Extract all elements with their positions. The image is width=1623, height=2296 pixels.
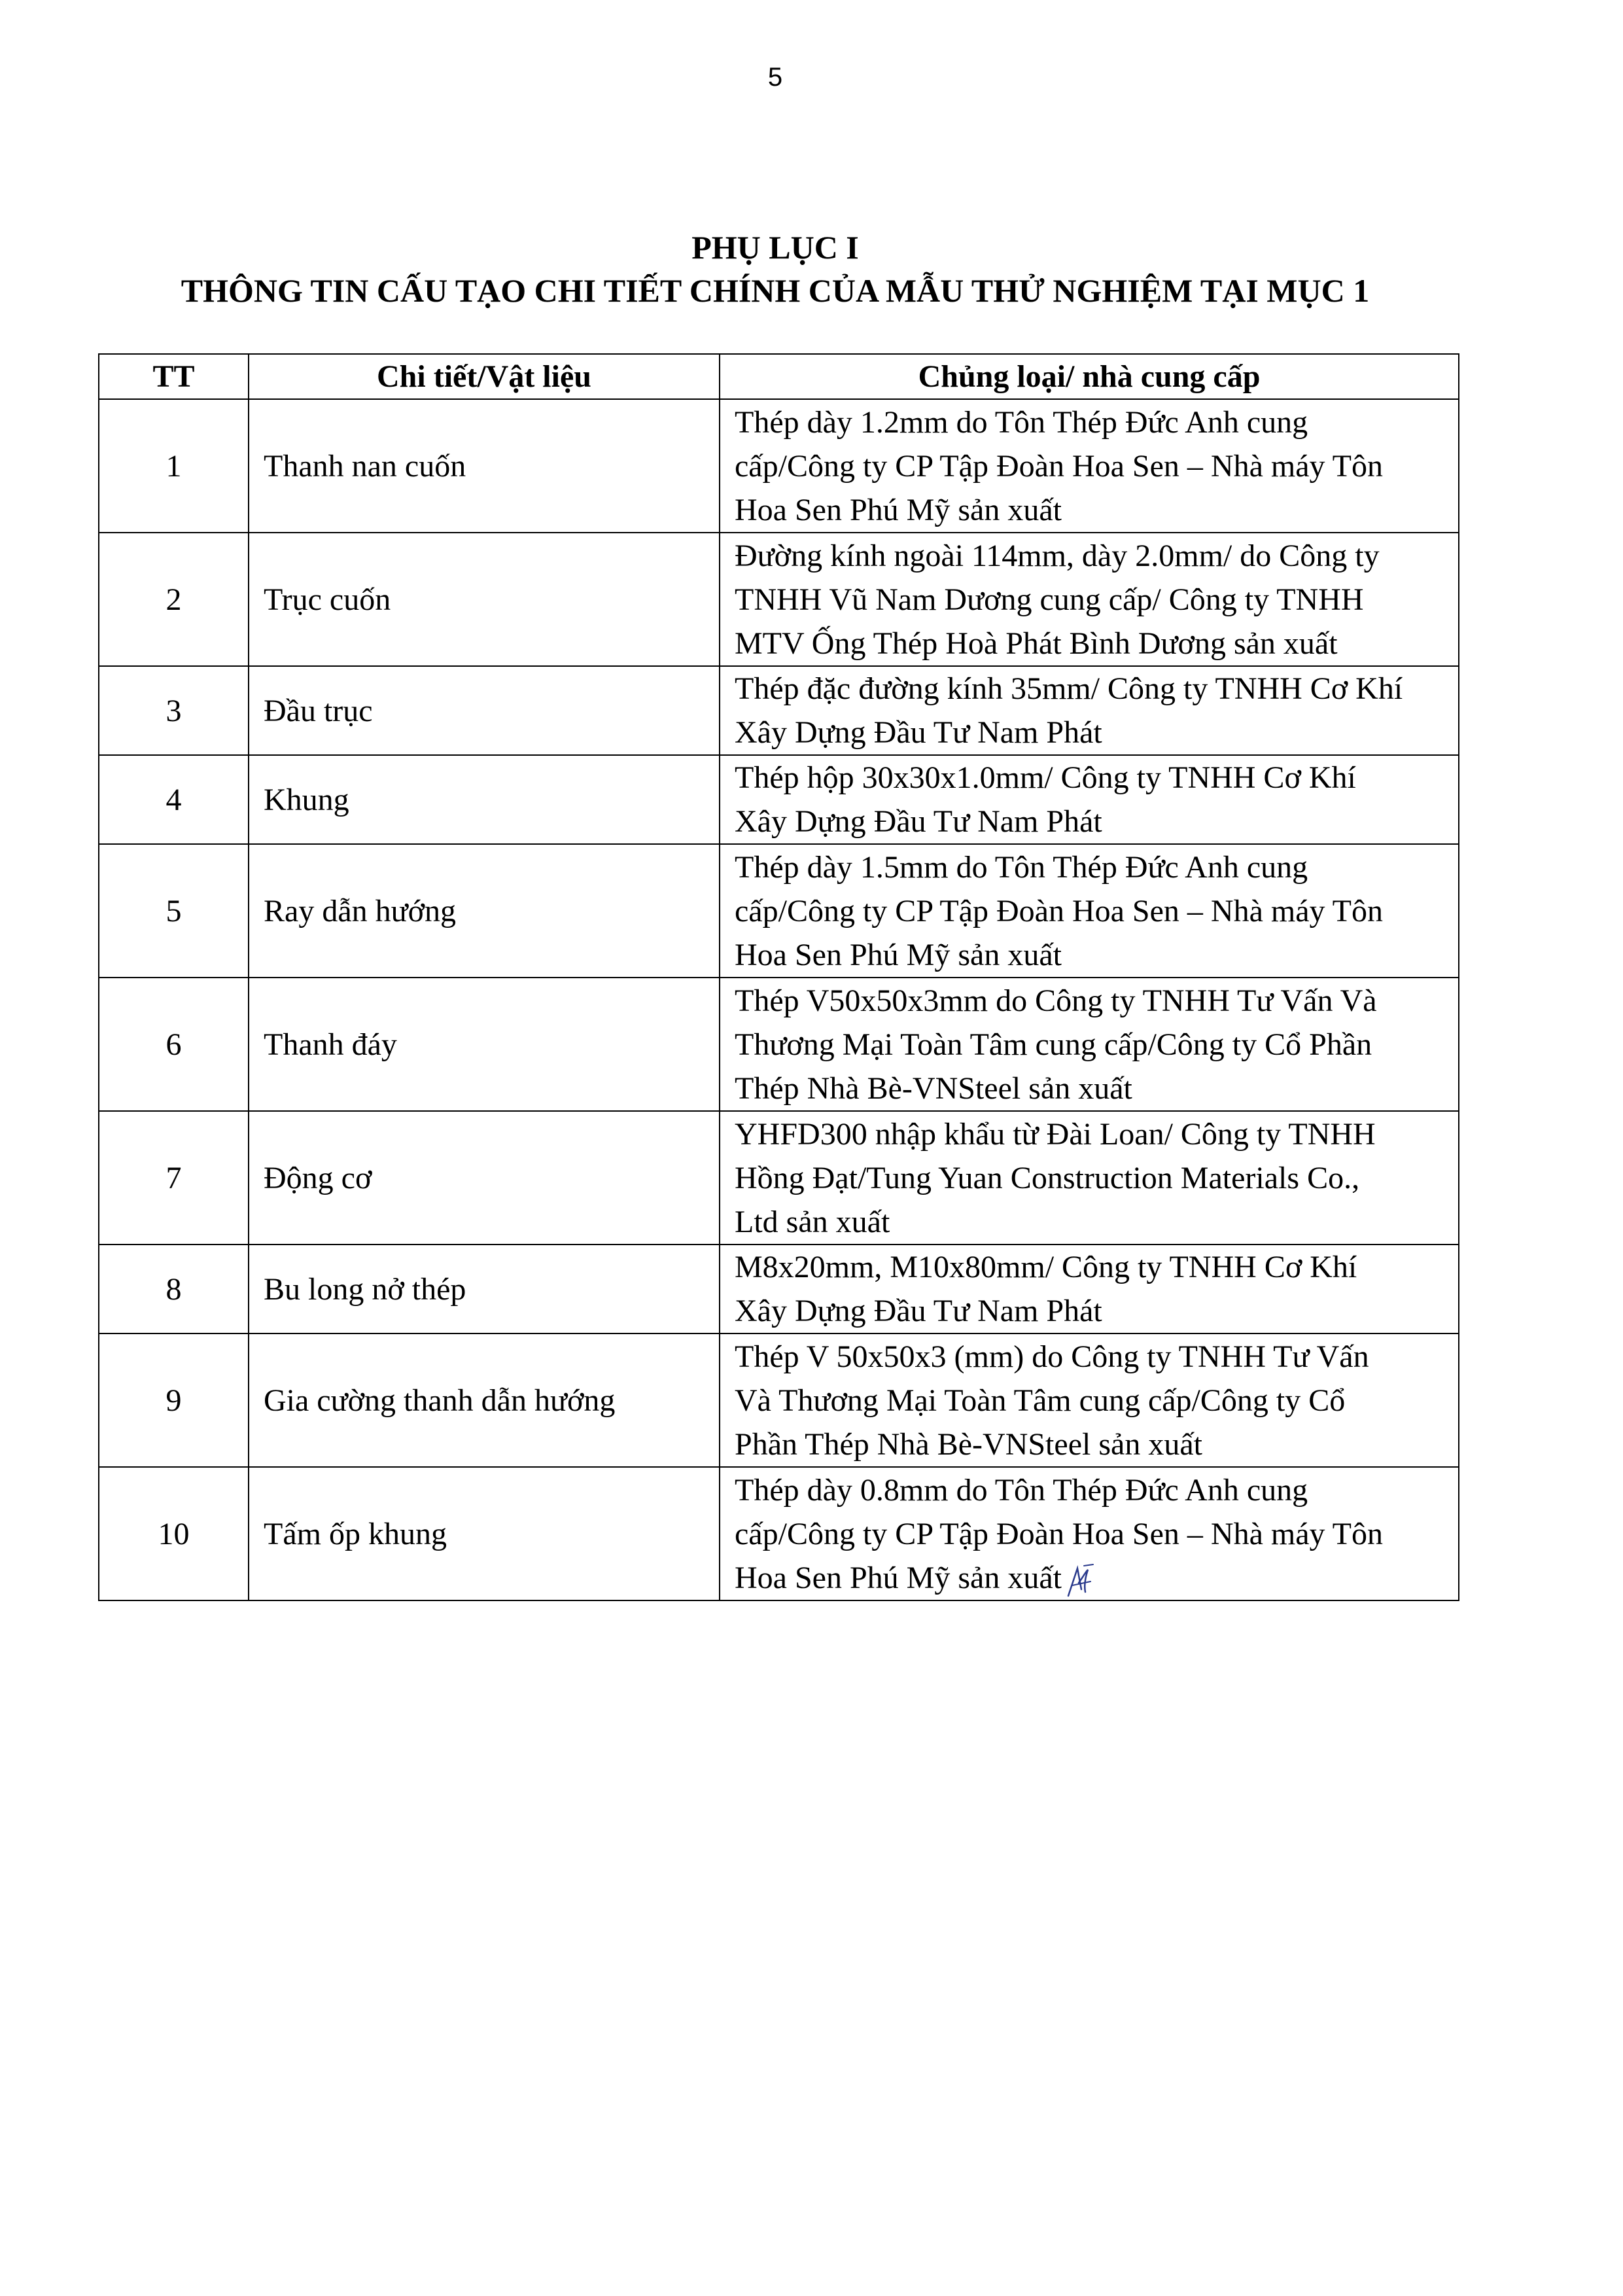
table-row bbox=[99, 1111, 1459, 1245]
supplier-line-text: cấp/Công ty CP Tập Đoàn Hoa Sen – Nhà máy Tôn bbox=[735, 448, 1383, 484]
table-row bbox=[99, 1467, 1459, 1600]
materials-table bbox=[98, 353, 1459, 1601]
supplier-line-text: Xây Dựng Đầu Tư Nam Phát bbox=[735, 1294, 1102, 1328]
table-row bbox=[99, 978, 1459, 1111]
supplier-line-text: Thép hộp 30x30x1.0mm/ Công ty TNHH Cơ Khí bbox=[735, 760, 1356, 795]
title-line-1: PHỤ LỤC I bbox=[691, 229, 859, 266]
supplier-line-text: Thép dày 1.2mm do Tôn Thép Đức Anh cung bbox=[735, 404, 1308, 440]
table-row bbox=[99, 666, 1459, 755]
supplier-line bbox=[735, 1289, 1444, 1333]
supplier-line bbox=[735, 889, 1444, 933]
detail-cell: Khung bbox=[249, 755, 720, 844]
supplier-line bbox=[735, 1422, 1444, 1466]
detail-cell: Gia cường thanh dẫn hướng bbox=[249, 1333, 720, 1467]
supplier-line bbox=[735, 800, 1444, 843]
table-row bbox=[99, 533, 1459, 666]
supplier-line-text: Hoa Sen Phú Mỹ sản xuất bbox=[735, 492, 1062, 527]
supplier-line-text: TNHH Vũ Nam Dương cung cấp/ Công ty TNHH bbox=[735, 582, 1364, 617]
table-body bbox=[99, 399, 1459, 1600]
supplier-line-text: Thép dày 0.8mm do Tôn Thép Đức Anh cung bbox=[735, 1472, 1308, 1508]
detail-cell: Bu long nở thép bbox=[249, 1245, 720, 1333]
table-row bbox=[99, 1245, 1459, 1333]
supplier-line bbox=[735, 488, 1444, 532]
table-row bbox=[99, 844, 1459, 978]
supplier-line-text: Hồng Đạt/Tung Yuan Construction Materials Co., bbox=[735, 1160, 1360, 1195]
page-number: 5 bbox=[767, 63, 783, 92]
row-number: 5 bbox=[99, 844, 249, 978]
supplier-line bbox=[735, 711, 1444, 754]
supplier-line bbox=[735, 933, 1444, 977]
detail-cell: Trục cuốn bbox=[249, 533, 720, 666]
table-row bbox=[99, 399, 1459, 533]
row-number: 9 bbox=[99, 1333, 249, 1467]
detail-cell: Tấm ốp khung bbox=[249, 1467, 720, 1600]
supplier-line bbox=[735, 1067, 1444, 1110]
supplier-line bbox=[735, 667, 1444, 711]
supplier-line bbox=[735, 1468, 1444, 1512]
supplier-cell bbox=[720, 755, 1459, 844]
supplier-line-text: Thép Nhà Bè-VNSteel sản xuất bbox=[735, 1070, 1132, 1106]
supplier-line-text: M8x20mm, M10x80mm/ Công ty TNHH Cơ Khí bbox=[735, 1250, 1357, 1284]
supplier-line bbox=[735, 1112, 1444, 1156]
supplier-cell bbox=[720, 533, 1459, 666]
supplier-line-text: Thương Mại Toàn Tâm cung cấp/Công ty Cổ Phần bbox=[735, 1027, 1372, 1062]
title-line-2: THÔNG TIN CẤU TẠO CHI TIẾT CHÍNH CỦA MẪU THỬ NGHIỆM TẠI MỤC 1 bbox=[181, 272, 1370, 309]
supplier-cell bbox=[720, 399, 1459, 533]
supplier-cell bbox=[720, 1333, 1459, 1467]
handwritten-initials-icon bbox=[1066, 1563, 1096, 1600]
supplier-line-text: cấp/Công ty CP Tập Đoàn Hoa Sen – Nhà máy Tôn bbox=[735, 1516, 1383, 1551]
supplier-line bbox=[735, 1156, 1444, 1200]
supplier-line bbox=[735, 400, 1444, 444]
supplier-line bbox=[735, 1335, 1444, 1379]
supplier-line-text: Đường kính ngoài 114mm, dày 2.0mm/ do Công ty bbox=[735, 538, 1380, 573]
supplier-line bbox=[735, 1556, 1444, 1600]
supplier-line-text: Phần Thép Nhà Bè-VNSteel sản xuất bbox=[735, 1426, 1202, 1462]
supplier-line-text: cấp/Công ty CP Tập Đoàn Hoa Sen – Nhà máy Tôn bbox=[735, 893, 1383, 928]
row-number: 3 bbox=[99, 666, 249, 755]
table-row bbox=[99, 755, 1459, 844]
supplier-line-text: Thép V50x50x3mm do Công ty TNHH Tư Vấn Và bbox=[735, 983, 1377, 1018]
header-supplier: Chủng loại/ nhà cung cấp bbox=[720, 354, 1459, 399]
header-tt: TT bbox=[99, 354, 249, 399]
supplier-line bbox=[735, 534, 1444, 578]
table-header-row bbox=[99, 354, 1459, 399]
supplier-line bbox=[735, 845, 1444, 889]
supplier-line bbox=[735, 578, 1444, 622]
supplier-line bbox=[735, 1245, 1444, 1289]
supplier-cell bbox=[720, 666, 1459, 755]
detail-cell: Ray dẫn hướng bbox=[249, 844, 720, 978]
supplier-line bbox=[735, 1512, 1444, 1556]
supplier-line-text: Thép dày 1.5mm do Tôn Thép Đức Anh cung bbox=[735, 849, 1308, 885]
supplier-line bbox=[735, 622, 1444, 665]
supplier-line-text: Và Thương Mại Toàn Tâm cung cấp/Công ty Cổ bbox=[735, 1383, 1346, 1418]
header-detail: Chi tiết/Vật liệu bbox=[249, 354, 720, 399]
row-number: 4 bbox=[99, 755, 249, 844]
supplier-line-text: Hoa Sen Phú Mỹ sản xuất bbox=[735, 1560, 1062, 1595]
supplier-cell bbox=[720, 844, 1459, 978]
supplier-line bbox=[735, 1379, 1444, 1422]
supplier-cell bbox=[720, 1467, 1459, 1600]
supplier-line-text: Xây Dựng Đầu Tư Nam Phát bbox=[735, 804, 1102, 839]
supplier-line bbox=[735, 756, 1444, 800]
supplier-line bbox=[735, 444, 1444, 488]
supplier-line-text: Thép V 50x50x3 (mm) do Công ty TNHH Tư Vấn bbox=[735, 1339, 1369, 1374]
table-row bbox=[99, 1333, 1459, 1467]
supplier-line-text: Ltd sản xuất bbox=[735, 1204, 890, 1239]
row-number: 7 bbox=[99, 1111, 249, 1245]
supplier-line-text: Hoa Sen Phú Mỹ sản xuất bbox=[735, 937, 1062, 972]
supplier-line-text: YHFD300 nhập khẩu từ Đài Loan/ Công ty TNHH bbox=[735, 1116, 1376, 1152]
supplier-line bbox=[735, 979, 1444, 1023]
row-number: 10 bbox=[99, 1467, 249, 1600]
row-number: 2 bbox=[99, 533, 249, 666]
supplier-line-text: Xây Dựng Đầu Tư Nam Phát bbox=[735, 715, 1102, 750]
row-number: 8 bbox=[99, 1245, 249, 1333]
page-title bbox=[0, 226, 1550, 312]
supplier-cell bbox=[720, 1245, 1459, 1333]
row-number: 6 bbox=[99, 978, 249, 1111]
supplier-cell bbox=[720, 978, 1459, 1111]
supplier-line-text: MTV Ống Thép Hoà Phát Bình Dương sản xuất bbox=[735, 626, 1338, 661]
detail-cell: Thanh nan cuốn bbox=[249, 399, 720, 533]
row-number: 1 bbox=[99, 399, 249, 533]
detail-cell: Đầu trục bbox=[249, 666, 720, 755]
detail-cell: Thanh đáy bbox=[249, 978, 720, 1111]
detail-cell: Động cơ bbox=[249, 1111, 720, 1245]
supplier-cell bbox=[720, 1111, 1459, 1245]
supplier-line bbox=[735, 1023, 1444, 1067]
supplier-line bbox=[735, 1200, 1444, 1244]
supplier-line-text: Thép đặc đường kính 35mm/ Công ty TNHH Cơ Khí bbox=[735, 671, 1403, 706]
